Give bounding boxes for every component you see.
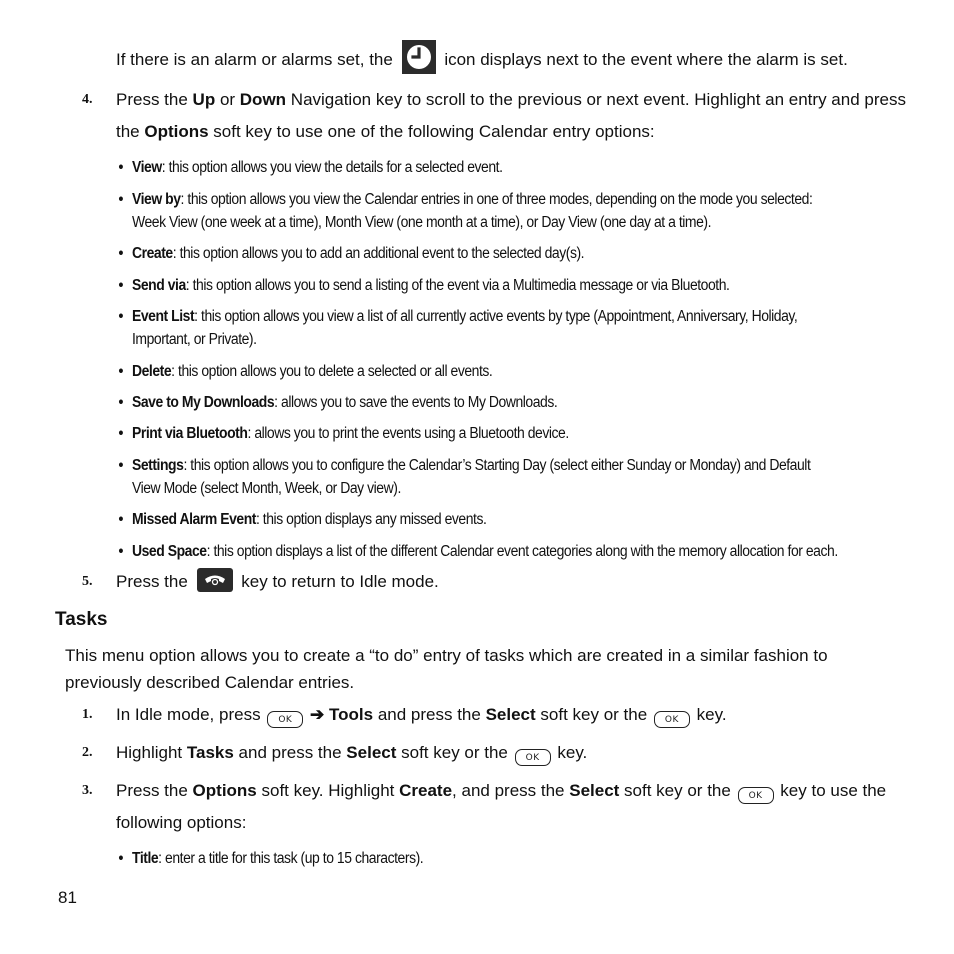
page-number: 81 — [58, 888, 77, 907]
arrow-icon: ➔ — [310, 705, 325, 724]
alarm-clock-icon — [402, 40, 436, 74]
alarm-intro-pre: If there is an alarm or alarms set, the — [116, 50, 393, 69]
tasks-intro-line2: previously described Calendar entries. — [65, 673, 355, 692]
option-missed-alarm-event: • Missed Alarm Event: this option displays any missed events. — [118, 511, 487, 528]
option-used-space: • Used Space: this option displays a list of the different Calendar event categories along with the memory allocation for each. — [118, 543, 838, 560]
step-5-line: Press the key to return to Idle mode. — [116, 566, 439, 598]
task-step-3-line1: Press the Options soft key. Highlight Create, and press the Select soft key or the OK key to use the — [116, 775, 886, 807]
option-delete: • Delete: this option allows you to delete a selected or all events. — [118, 363, 493, 380]
option-settings: • Settings: this option allows you to configure the Calendar’s Starting Day (select either Sunday or Monday) and Default View Mode (select Month, Week, or Day view). — [118, 457, 811, 497]
task-option-title: • Title: enter a title for this task (up to 15 characters). — [118, 850, 424, 867]
option-save-to-my-downloads: • Save to My Downloads: allows you to save the events to My Downloads. — [118, 394, 558, 411]
ok-key-icon: OK — [515, 749, 551, 766]
task-step-3-line2: following options: — [116, 813, 247, 832]
task-step-1-line: In Idle mode, press OK ➔ Tools and press the Select soft key or the OK key. — [116, 699, 727, 731]
alarm-intro-post: icon displays next to the event where the alarm is set. — [444, 50, 848, 69]
ok-key-icon: OK — [267, 711, 303, 728]
task-step-3-number: 3. — [82, 783, 93, 798]
option-print-via-bluetooth: • Print via Bluetooth: allows you to print the events using a Bluetooth device. — [118, 425, 569, 442]
option-send-via: • Send via: this option allows you to send a listing of the event via a Multimedia message or via Bluetooth. — [118, 277, 730, 294]
end-key-icon — [197, 568, 233, 592]
option-event-list: • Event List: this option allows you view a list of all currently active events by type (Appointment, Anniversary, Holiday, Important, or Private). — [118, 308, 798, 348]
tasks-heading: Tasks — [55, 609, 108, 630]
step-4-line1: Press the Up or Down Navigation key to scroll to the previous or next event. Highlight an entry and press — [116, 90, 906, 109]
option-view: • View: this option allows you view the details for a selected event. — [118, 159, 503, 176]
task-step-1-number: 1. — [82, 707, 93, 722]
task-step-2-number: 2. — [82, 745, 93, 760]
alarm-intro — [116, 40, 848, 76]
step-5-number: 5. — [82, 574, 93, 589]
step-4-number: 4. — [82, 92, 93, 107]
tasks-intro-line1: This menu option allows you to create a “to do” entry of tasks which are created in a similar fashion to — [65, 646, 828, 665]
option-create: • Create: this option allows you to add an additional event to the selected day(s). — [118, 245, 585, 262]
ok-key-icon: OK — [738, 787, 774, 804]
step-4-line2: the Options soft key to use one of the following Calendar entry options: — [116, 122, 655, 141]
option-view-by: • View by: this option allows you view the Calendar entries in one of three modes, depending on the mode you selected: Week View (one week at a time), Month View (one month at a time), or Day View (one day at a time). — [118, 191, 813, 231]
task-step-2-line: Highlight Tasks and press the Select soft key or the OK key. — [116, 737, 587, 769]
ok-key-icon: OK — [654, 711, 690, 728]
